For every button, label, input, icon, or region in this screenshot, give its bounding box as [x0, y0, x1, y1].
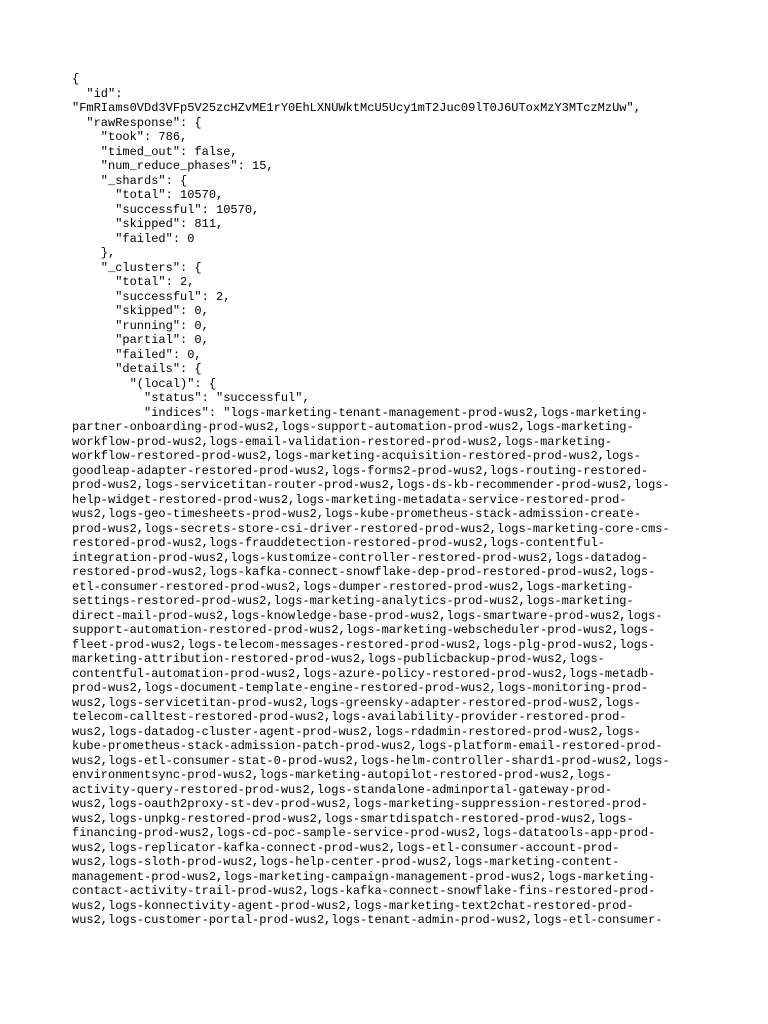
json-line: prod-wus2,logs-servicetitan-router-prod-wus2,logs-ds-kb-recommender-prod-wus2,logs- — [72, 478, 670, 492]
json-line: "total": 10570, — [72, 188, 224, 202]
json-line: fleet-prod-wus2,logs-telecom-messages-restored-prod-wus2,logs-plg-prod-wus2,logs- — [72, 637, 656, 652]
json-line: "took": 786, — [72, 130, 188, 144]
json-line: wus2,logs-replicator-kafka-connect-prod-wus2,logs-etl-consumer-account-prod- — [72, 840, 620, 855]
json-line: integration-prod-wus2,logs-kustomize-controller-restored-prod-wus2,logs-datadog- — [72, 550, 649, 565]
json-line: prod-wus2,logs-secrets-store-csi-driver-restored-prod-wus2,logs-marketing-core-cms- — [72, 521, 670, 536]
json-line: partner-onboarding-prod-wus2,logs-support-automation-prod-wus2,logs-marketing- — [72, 420, 634, 434]
json-line: "running": 0, — [72, 318, 209, 333]
json-line: environmentsync-prod-wus2,logs-marketing-autopilot-restored-prod-wus2,logs- — [72, 768, 613, 782]
json-line: { — [72, 72, 80, 86]
json-line: wus2,logs-etl-consumer-stat-0-prod-wus2,logs-helm-controller-shard1-prod-wus2,logs- — [72, 753, 670, 768]
json-line: wus2,logs-sloth-prod-wus2,logs-help-center-prod-wus2,logs-marketing-content- — [72, 855, 620, 869]
json-line: workflow-prod-wus2,logs-email-validation-restored-prod-wus2,logs-marketing- — [72, 434, 613, 449]
json-line: "id": — [72, 86, 123, 101]
json-line: wus2,logs-geo-timesheets-prod-wus2,logs-kube-prometheus-stack-admission-create- — [72, 507, 641, 521]
json-line: "indices": "logs-marketing-tenant-management-prod-wus2,logs-marketing- — [72, 405, 649, 420]
json-line: "timed_out": false, — [72, 144, 238, 159]
json-line: support-automation-restored-prod-wus2,logs-marketing-webscheduler-prod-wus2,logs- — [72, 623, 656, 637]
json-line: "num_reduce_phases": 15, — [72, 159, 274, 173]
json-line: wus2,logs-unpkg-restored-prod-wus2,logs-smartdispatch-restored-prod-wus2,logs- — [72, 811, 634, 826]
json-line: "_clusters": { — [72, 260, 202, 275]
json-line: "successful": 10570, — [72, 202, 260, 217]
json-line: "status": "successful", — [72, 391, 310, 405]
json-line: "successful": 2, — [72, 289, 231, 304]
json-line: goodleap-adapter-restored-prod-wus2,logs-forms2-prod-wus2,logs-routing-restored- — [72, 463, 649, 478]
json-line: help-widget-restored-prod-wus2,logs-marketing-metadata-service-restored-prod- — [72, 492, 627, 507]
json-line: wus2,logs-oauth2proxy-st-dev-prod-wus2,logs-marketing-suppression-restored-prod- — [72, 797, 649, 811]
json-line: "total": 2, — [72, 275, 195, 289]
json-line: "failed": 0 — [72, 231, 195, 246]
json-line: workflow-restored-prod-wus2,logs-marketing-acquisition-restored-prod-wus2,logs- — [72, 449, 641, 463]
json-line: restored-prod-wus2,logs-kafka-connect-snowflake-dep-prod-restored-prod-wus2,logs- — [72, 565, 656, 579]
json-line: "failed": 0, — [72, 347, 202, 362]
json-line: direct-mail-prod-wus2,logs-knowledge-base-prod-wus2,logs-smartware-prod-wus2,logs- — [72, 608, 663, 623]
json-line: wus2,logs-servicetitan-prod-wus2,logs-greensky-adapter-restored-prod-wus2,logs- — [72, 695, 641, 710]
json-line: marketing-attribution-restored-prod-wus2,logs-publicbackup-prod-wus2,logs- — [72, 652, 605, 666]
json-line: "skipped": 811, — [72, 217, 224, 231]
json-line: "details": { — [72, 362, 202, 376]
json-line: "(local)": { — [72, 376, 217, 391]
json-line: financing-prod-wus2,logs-cd-poc-sample-service-prod-wus2,logs-datatools-app-prod- — [72, 826, 656, 840]
json-line: contentful-automation-prod-wus2,logs-azure-policy-restored-prod-wus2,logs-metadb- — [72, 666, 656, 681]
json-line: "skipped": 0, — [72, 304, 209, 318]
json-line: activity-query-restored-prod-wus2,logs-standalone-adminportal-gateway-prod- — [72, 782, 613, 797]
json-line: management-prod-wus2,logs-marketing-campaign-management-prod-wus2,logs-marketing- — [72, 869, 656, 884]
json-line: "_shards": { — [72, 173, 188, 188]
json-line: "partial": 0, — [72, 333, 209, 347]
document-page — [72, 72, 712, 928]
json-line: kube-prometheus-stack-admission-patch-prod-wus2,logs-platform-email-restored-prod- — [72, 739, 663, 753]
json-line: contact-activity-trail-prod-wus2,logs-kafka-connect-snowflake-fins-restored-prod- — [72, 884, 656, 898]
json-line: prod-wus2,logs-document-template-engine-restored-prod-wus2,logs-monitoring-prod- — [72, 681, 649, 695]
json-line: telecom-calltest-restored-prod-wus2,logs-availability-provider-restored-prod- — [72, 710, 627, 724]
json-line: }, — [72, 246, 116, 260]
json-line: wus2,logs-konnectivity-agent-prod-wus2,logs-marketing-text2chat-restored-prod- — [72, 898, 634, 913]
json-line: "FmRIams0VDd3VFp5V25zcHZvME1rY0EhLXNUWktMcU5Ucy1mT2Juc09lT0J6UToxMzY3MTczMzUw", — [72, 101, 641, 115]
json-line: wus2,logs-datadog-cluster-agent-prod-wus2,logs-rdadmin-restored-prod-wus2,logs- — [72, 724, 641, 739]
json-line: etl-consumer-restored-prod-wus2,logs-dumper-restored-prod-wus2,logs-marketing- — [72, 579, 634, 594]
json-line: wus2,logs-customer-portal-prod-wus2,logs-tenant-admin-prod-wus2,logs-etl-consumer- — [72, 913, 663, 927]
json-line: restored-prod-wus2,logs-frauddetection-restored-prod-wus2,logs-contentful- — [72, 536, 605, 550]
json-document-text — [72, 72, 712, 928]
json-line: "rawResponse": { — [72, 115, 202, 130]
json-line: settings-restored-prod-wus2,logs-marketing-analytics-prod-wus2,logs-marketing- — [72, 594, 634, 608]
